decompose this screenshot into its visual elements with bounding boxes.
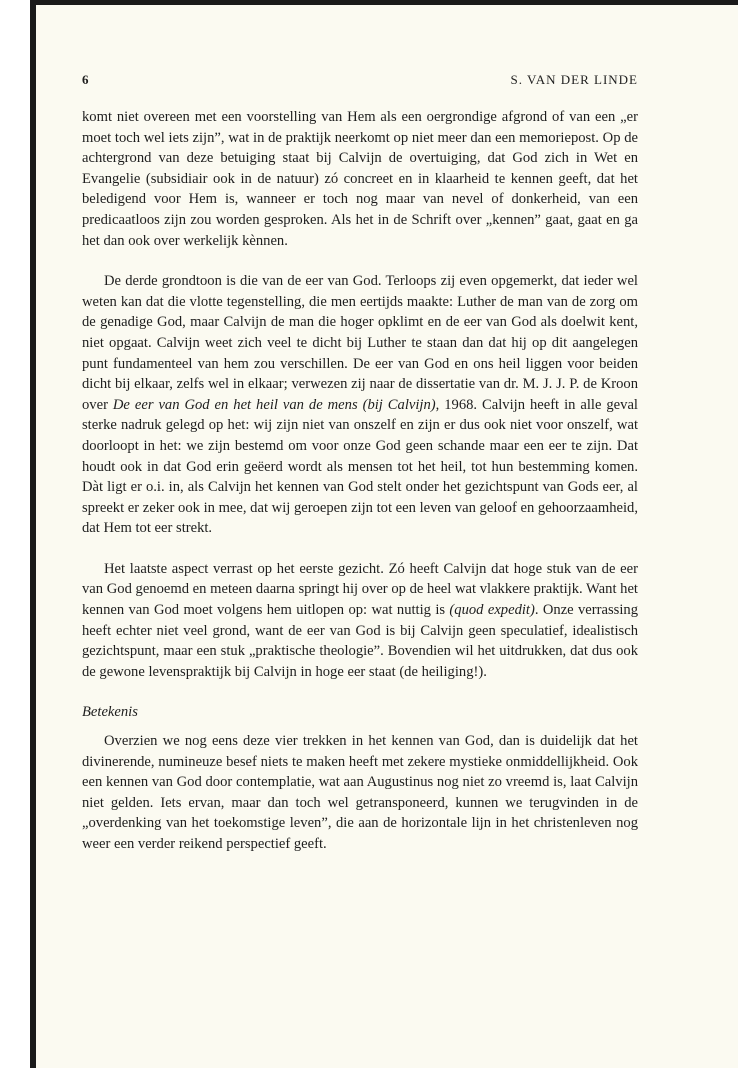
page-number: 6 (82, 72, 89, 87)
running-head: S. VAN DER LINDE (510, 72, 638, 87)
paragraph-1: komt niet overeen met een voorstelling van Hem als een oergrondige afgrond of van een „er moet toch wel iets zijn”, wat in de praktijk neerkomt op niet meer dan een memoriepost. Op de achtergrond van deze betuiging staat bij Calvijn de overtuiging, dat God zich in Wet en Evangelie (subsidiair ook in de natuur) zó concreet en in klaarheid te kennen geeft, dat het beledigend voor Hem is, wanneer er toch nog maar van nevel of donkerheid, van een predicaatloos zijn zou worden gesproken. Als het in de Schrift over „kennen” gaat, gaat en ga het dan ook over werkelijk kènnen. (82, 109, 638, 249)
latin-quote: (quod expedit) (449, 602, 535, 619)
paragraph-2 (82, 271, 638, 539)
body-text (82, 107, 638, 875)
dissertation-title: De eer van God en het heil van de mens (bij Calvijn) (112, 396, 436, 413)
paragraph-4: Overzien we nog eens deze vier trekken in het kennen van God, dan is duidelijk dat het divinerende, numineuze besef niets te maken heeft met zekere mystieke onmiddellijkheid. Ook een kennen van God door contemplatie, wat aan Augustinus nog niet zo vreemd is, laat Calvijn niet gelden. Iets ervan, maar dan toch wel getransponeerd, kunnen we terugvinden in de „overdenking van het toekomstige leven”, die aan de horizontale lijn in het christenleven nog weer een verder reikend perspectief geeft. (82, 733, 638, 852)
paragraph-2-text-b: , 1968. Calvijn heeft in alle geval sterke nadruk gelegd op het: wij zijn niet van onszelf en zijn er dus ook niet voor onszelf, wat doorloopt in het: we zijn bestemd om voor onze God geen schande maar een eer te zijn. Dat houdt ook in dat God erin geëerd wordt als mensen tot het heil, tot hun bestemming komen. Dàt ligt er o.i. in, als Calvijn het kennen van God stelt onder het gezichtspunt van Gods eer, al spreekt er zeker ook in mee, dat wij geroepen zijn tot een leven van geloof en gehoorzaamheid, dat Hem tot eer strekt. (82, 396, 638, 537)
paragraph-3-text-b: . Onze verrassing heeft echter niet veel grond, want de eer van God is bij Calvijn geen speculatief, idealistisch gezichtspunt, maar een stuk „praktische theologie”. Bovendien wil het uitdrukken, dat dus ook de gewone levenspraktijk bij Calvijn in hoge eer staat (de heiliging!). (82, 602, 638, 680)
paragraph-3 (82, 559, 638, 683)
section-heading: Betekenis (82, 704, 138, 721)
paragraph-3-text-a: Het laatste aspect verrast op het eerste gezicht. Zó heeft Calvijn dat hoge stuk van de eer van God genoemd en meteen daarna springt hij over op de heel wat vlakkere praktijk. Want het kennen van God moet volgens hem uitlopen op: wat nuttig is (82, 560, 638, 619)
paragraph-2-text-a: De derde grondtoon is die van de eer van God. Terloops zij even opgemerkt, dat ieder wel weten kan dat die vlotte tegenstelling, die men eertijds maakte: Luther de man van de zorg om de genadige God, maar Calvijn de man die hoger opklimt en de eer van God als doelwit kent, niet opgaat. Calvijn weet zich veel te dicht bij Luther te staan dan dat hij op dit aangelegen punt fundamenteel van hem zou verschillen. De eer van God en ons heil liggen voor beiden dicht bij elkaar, zelfs wel in elkaar; verwezen zij naar de dissertatie van dr. M. J. J. P. de Kroon over (82, 273, 638, 413)
